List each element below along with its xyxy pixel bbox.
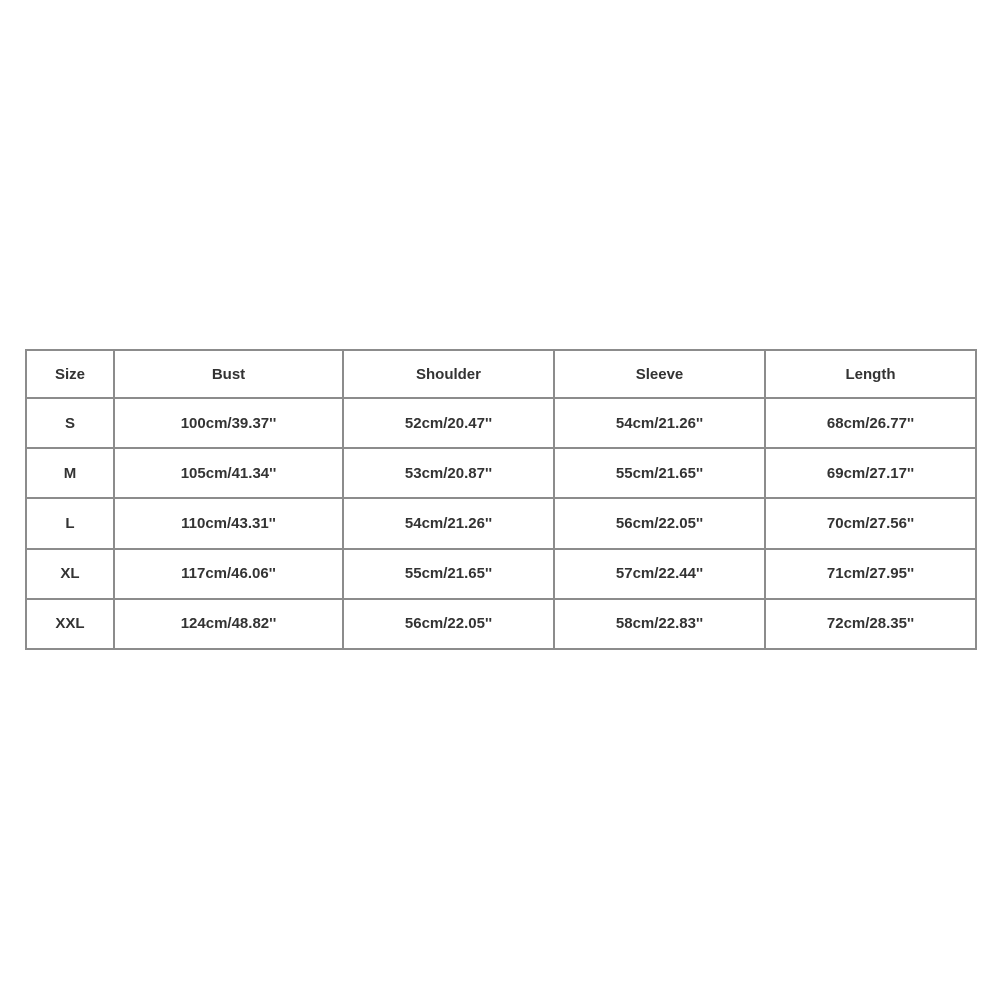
cell-shoulder: 55cm/21.65'' [343,549,554,599]
table-row [26,549,976,599]
header-shoulder: Shoulder [343,350,554,398]
cell-length: 68cm/26.77'' [765,398,976,448]
header-sleeve: Sleeve [554,350,765,398]
table-header-row [26,350,976,398]
header-bust: Bust [114,350,343,398]
table-row [26,599,976,649]
cell-size: M [26,448,114,498]
cell-sleeve: 54cm/21.26'' [554,398,765,448]
cell-length: 69cm/27.17'' [765,448,976,498]
cell-size: S [26,398,114,448]
cell-sleeve: 56cm/22.05'' [554,498,765,548]
cell-size: L [26,498,114,548]
cell-bust: 124cm/48.82'' [114,599,343,649]
cell-length: 70cm/27.56'' [765,498,976,548]
cell-shoulder: 53cm/20.87'' [343,448,554,498]
cell-length: 71cm/27.95'' [765,549,976,599]
cell-sleeve: 57cm/22.44'' [554,549,765,599]
cell-sleeve: 58cm/22.83'' [554,599,765,649]
cell-shoulder: 54cm/21.26'' [343,498,554,548]
table-row [26,398,976,448]
cell-shoulder: 56cm/22.05'' [343,599,554,649]
cell-sleeve: 55cm/21.65'' [554,448,765,498]
table-row [26,498,976,548]
cell-shoulder: 52cm/20.47'' [343,398,554,448]
cell-size: XL [26,549,114,599]
cell-size: XXL [26,599,114,649]
header-size: Size [26,350,114,398]
cell-bust: 110cm/43.31'' [114,498,343,548]
cell-bust: 105cm/41.34'' [114,448,343,498]
header-length: Length [765,350,976,398]
size-chart-table [25,349,977,650]
table-row [26,448,976,498]
cell-length: 72cm/28.35'' [765,599,976,649]
cell-bust: 117cm/46.06'' [114,549,343,599]
cell-bust: 100cm/39.37'' [114,398,343,448]
